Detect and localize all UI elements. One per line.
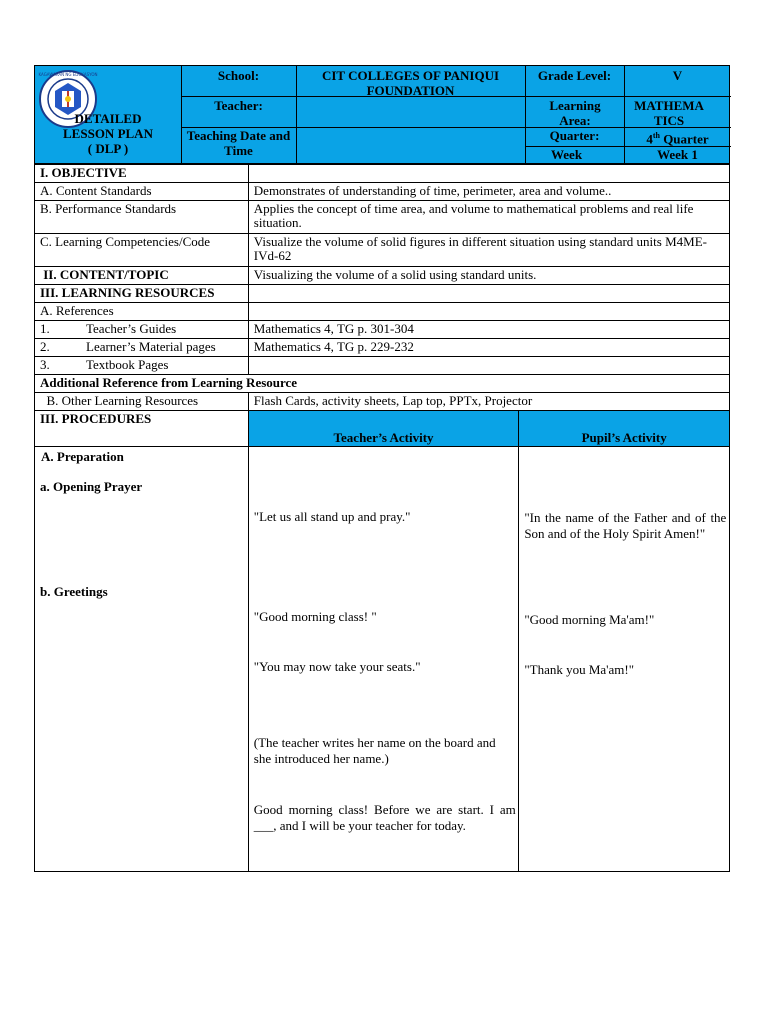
- pupil-activity-cell: [519, 447, 730, 872]
- content-standards-value: Demonstrates of understanding of time, perimeter, area and volume..: [248, 183, 729, 201]
- references-label: A. References: [35, 303, 249, 321]
- learning-resources-heading: III. LEARNING RESOURCES: [35, 285, 249, 303]
- seal-text: KAGAWARAN NG EDUKASYON: [38, 72, 98, 77]
- teacher-activity-heading: Teacher’s Activity: [248, 411, 519, 447]
- grade-level-value: V: [672, 68, 683, 83]
- table-row: [35, 321, 730, 339]
- additional-reference-heading: Additional Reference from Learning Resource: [35, 375, 730, 393]
- other-resources-value: Flash Cards, activity sheets, Lap top, PPTx, Projector: [248, 393, 729, 411]
- content-topic-value: Visualizing the volume of a solid using standard units.: [248, 267, 729, 285]
- learners-material-label: 2. Learner’s Material pages: [35, 339, 249, 357]
- table-row: [35, 303, 730, 321]
- procedures-heading: III. PROCEDURES: [35, 411, 249, 447]
- teacher-seats-line: "You may now take your seats.": [253, 659, 421, 674]
- greetings-label: b. Greetings: [40, 584, 108, 599]
- objective-heading: I. OBJECTIVE: [35, 165, 249, 183]
- table-row: [35, 183, 730, 201]
- grade-level-label: Grade Level:: [537, 68, 612, 83]
- table-row: [35, 234, 730, 267]
- table-row: [35, 201, 730, 234]
- competencies-value: Visualize the volume of solid figures in different situation using standard units M4ME-IVd-62: [248, 234, 729, 267]
- performance-standards-value: Applies the concept of time area, and volume to mathematical problems and real life situation.: [248, 201, 729, 234]
- content-standards-label: A. Content Standards: [35, 183, 249, 201]
- pupil-morning-line: "Good morning Ma'am!": [524, 612, 655, 627]
- table-row: [35, 285, 730, 303]
- performance-standards-label: B. Performance Standards: [35, 201, 249, 234]
- title-line-2: LESSON PLAN: [63, 126, 153, 141]
- learning-area-value: MATHEMATICS: [634, 98, 704, 128]
- school-value: CIT COLLEGES OF PANIQUI FOUNDATION: [321, 68, 500, 98]
- pupil-pray-line: "In the name of the Father and of the Son and of the Holy Spirit Amen!": [524, 510, 727, 541]
- title-line-1: DETAILED: [74, 111, 142, 126]
- table-row: [35, 267, 730, 285]
- teacher-name-note: (The teacher writes her name on the board and she introduced her name.): [253, 735, 496, 766]
- quarter-value: 4th Quarter: [646, 131, 709, 147]
- teacher-label: Teacher:: [214, 98, 263, 113]
- learners-material-value: Mathematics 4, TG p. 229-232: [248, 339, 729, 357]
- table-row: [35, 339, 730, 357]
- header-block: [34, 65, 730, 164]
- quarter-label: Quarter:: [549, 128, 600, 143]
- preparation-label: A. Preparation: [41, 449, 124, 464]
- teacher-pray-line: "Let us all stand up and pray.": [253, 509, 411, 524]
- week-value: Week 1: [657, 147, 698, 162]
- table-row: [35, 393, 730, 411]
- textbook-pages-label: 3. Textbook Pages: [35, 357, 249, 375]
- teaching-date-label: Teaching Date and Time: [186, 128, 291, 158]
- lesson-plan-title: [35, 111, 181, 156]
- table-row: [35, 165, 730, 183]
- teacher-intro-line: Good morning class! Before we are start. I am ___, and I will be your teacher for today.: [253, 802, 516, 833]
- teacher-morning-line: "Good morning class! ": [253, 609, 377, 624]
- competencies-label: C. Learning Competencies/Code: [35, 234, 249, 267]
- other-resources-label: B. Other Learning Resources: [35, 393, 249, 411]
- table-row: [35, 375, 730, 393]
- content-topic-label: II. CONTENT/TOPIC: [35, 267, 249, 285]
- lesson-plan-table: [34, 164, 730, 872]
- opening-prayer-label: a. Opening Prayer: [40, 479, 143, 494]
- procedure-steps-cell: [35, 447, 249, 872]
- title-line-3: ( DLP ): [87, 141, 129, 156]
- textbook-pages-value: [248, 357, 729, 375]
- school-label: School:: [217, 68, 260, 83]
- pupil-seats-line: "Thank you Ma'am!": [524, 662, 635, 677]
- teachers-guides-label: 1. Teacher’s Guides: [35, 321, 249, 339]
- week-label: Week: [551, 147, 583, 162]
- pupil-activity-heading: Pupil’s Activity: [519, 411, 730, 447]
- teacher-activity-cell: [248, 447, 519, 872]
- teachers-guides-value: Mathematics 4, TG p. 301-304: [248, 321, 729, 339]
- table-row: [35, 357, 730, 375]
- table-row: [35, 447, 730, 872]
- table-row: [35, 411, 730, 447]
- learning-area-label: Learning Area:: [549, 98, 601, 128]
